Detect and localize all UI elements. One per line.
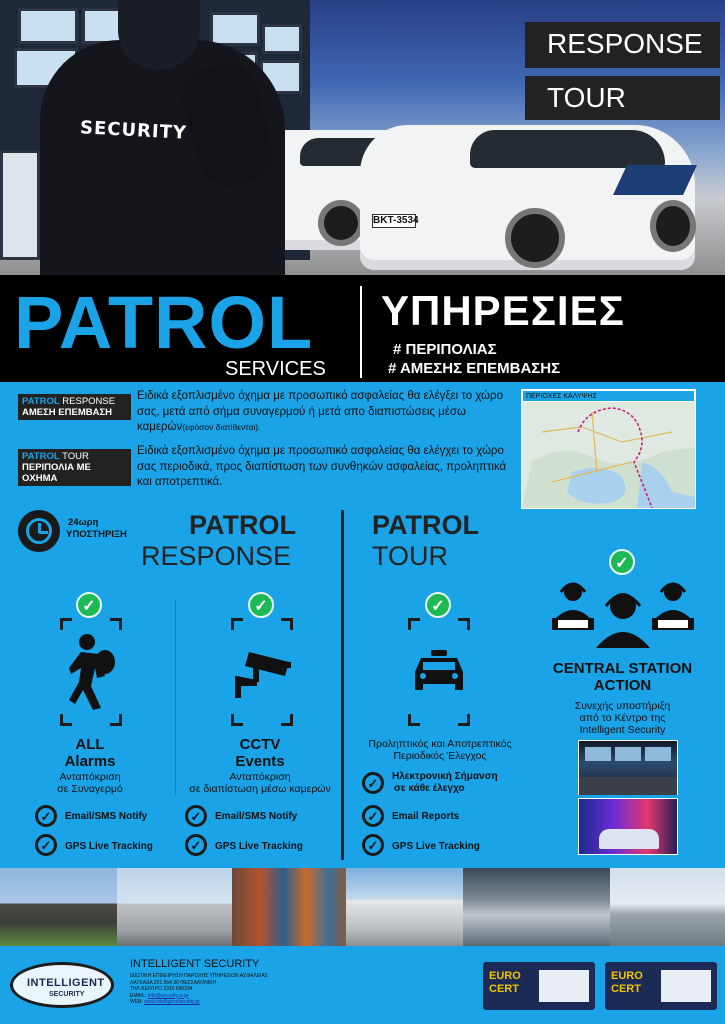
- photo-airport: [610, 868, 725, 946]
- tag-tour: TOUR: [525, 76, 720, 120]
- coverage-map: [521, 389, 696, 509]
- label-patrol-response: PATROL RESPONSE ΑΜΕΣΗ ΕΠΕΜΒΑΣΗ: [18, 394, 131, 420]
- feature-email-sms: Email/SMS Notify: [65, 811, 148, 822]
- check-circle-icon: ✓: [185, 834, 207, 856]
- check-icon: ✓: [76, 592, 102, 618]
- company-details: ΙΔΙΩΤΙΚΗ ΕΠΙΧΕΙΡΗΣΗ ΠΑΡΟΧΗΣ ΥΠΗΡΕΣΙΩΝ ΑΣΦΑΛΕΙΑΣ ΛΑΓΚΑΔΑ 201 564 30 ΘΕΣΣΑΛΟΝΙΚΗ ΤΗΛ.ΚΕΝΤΡΟ 2310 686334 EMAIL: info@security.is.gr WEB: www.intelligentsecurity.gr: [130, 973, 268, 1005]
- cctv-camera-icon: [233, 646, 293, 700]
- email-link[interactable]: info@security.is.gr: [147, 992, 189, 999]
- company-name: INTELLIGENT SECURITY: [130, 958, 260, 970]
- eurocert-badge-1: EURO CERT: [483, 962, 595, 1010]
- check-circle-icon: ✓: [362, 805, 384, 827]
- response-description: Ειδικά εξοπλισμένο όχημα με προσωπικό ασφαλείας θα ελέγξει το χώρο σας, μετά από σήμα συναγερμού ή μετά απο διαπιστώσεις μέσω καμερών(εφόσον διατίθενται).: [137, 390, 503, 433]
- response-title-bold: PATROL: [189, 510, 296, 540]
- check-circle-icon: ✓: [362, 834, 384, 856]
- security-jacket-text: SECURITY: [79, 117, 188, 144]
- label-patrol-tour: PATROL TOUR ΠΕΡΙΠΟΛΙΑ ΜΕ ΟΧΗΜΑ: [18, 449, 131, 486]
- map-graphic: [522, 402, 695, 508]
- section-divider: [341, 510, 344, 860]
- feature-gps: GPS Live Tracking: [215, 841, 303, 852]
- burglar-icon: [67, 632, 115, 712]
- check-icon: ✓: [609, 549, 635, 575]
- hashtag-amesis: # ΑΜΕΣΗΣ ΕΠΕΜΒΑΣΗΣ: [388, 360, 561, 377]
- website-link[interactable]: www.intelligentsecurity.gr: [144, 999, 200, 1005]
- services-subheading: SERVICES: [225, 358, 326, 380]
- feature-gps: GPS Live Tracking: [65, 841, 153, 852]
- check-circle-icon: ✓: [35, 805, 57, 827]
- police-lights-photo: [578, 798, 678, 855]
- feature-email-sms: Email/SMS Notify: [215, 811, 298, 822]
- photo-house: [0, 868, 117, 946]
- patrol-heading: PATROL: [14, 281, 314, 364]
- feature-gps: GPS Live Tracking: [392, 841, 480, 852]
- cctv-title: CCTV Events: [235, 736, 285, 770]
- check-circle-icon: ✓: [35, 834, 57, 856]
- patrol-car-frame: [408, 618, 470, 726]
- operator-headset-icon: [548, 578, 698, 648]
- check-circle-icon: ✓: [185, 805, 207, 827]
- alarms-subtitle: Ανταπόκριση σε Συναγερμό: [57, 771, 123, 795]
- photo-factory: [117, 868, 232, 946]
- check-icon: ✓: [248, 592, 274, 618]
- band-divider: [360, 286, 362, 378]
- ypiresies-heading: ΥΠΗΡΕΣΙΕΣ: [381, 287, 625, 334]
- cctv-frame: [231, 618, 293, 726]
- photo-warehouse: [346, 868, 463, 946]
- check-icon: ✓: [425, 592, 451, 618]
- cctv-subtitle: Ανταπόκριση σε διαπίστωση μέσω καμερών: [189, 771, 331, 795]
- response-title-thin: RESPONSE: [141, 541, 292, 571]
- central-station-subtitle: Συνεχής υποστήριξη από το Κέντρο της Intelligent Security: [574, 700, 671, 736]
- photo-containers: [232, 868, 346, 946]
- feature-electronic-tag: Ηλεκτρονική Σήμανση σε κάθε έλεγχο: [392, 771, 498, 794]
- photo-metro: [463, 868, 610, 946]
- check-circle-icon: ✓: [362, 772, 384, 794]
- feature-email-reports: Email Reports: [392, 811, 460, 822]
- column-divider: [175, 600, 176, 795]
- map-title: ΠΕΡΙΟΧΕΣ ΚΑΛΥΨΗΣ: [523, 391, 694, 401]
- tour-description: Ειδικά εξοπλισμένο όχημα με προσωπικό ασφαλείας θα ελέγχει το χώρο σας περιοδικά, προς διαπίστωση των συνθηκών ασφαλείας, προληπτικά και αποτρεπτικά.: [137, 445, 507, 488]
- license-plate: ΒΚΤ-3534: [373, 215, 419, 226]
- alarms-title: ALL Alarms: [64, 736, 116, 770]
- hashtag-periplolias: # ΠΕΡΙΠΟΛΙΑΣ: [393, 341, 497, 358]
- tour-title-bold: PATROL: [372, 510, 479, 540]
- tour-title-thin: TOUR: [372, 541, 449, 571]
- tag-response: RESPONSE: [525, 22, 720, 68]
- company-logo: INTELLIGENT SECURITY: [10, 962, 114, 1008]
- clock-icon: [18, 510, 60, 552]
- patrol-car-icon: [411, 650, 467, 694]
- alarm-frame: [60, 618, 122, 726]
- eurocert-badge-2: EURO CERT: [605, 962, 717, 1010]
- central-station-title: CENTRAL STATION ACTION: [552, 660, 693, 694]
- control-room-photo: [578, 740, 678, 795]
- support-label: 24ωρη ΥΠΟΣΤΗΡΙΞΗ: [66, 517, 127, 540]
- tour-subtitle: Προληπτικός και Αποτρεπτικός Περιοδικός Έλεγχος: [368, 738, 512, 762]
